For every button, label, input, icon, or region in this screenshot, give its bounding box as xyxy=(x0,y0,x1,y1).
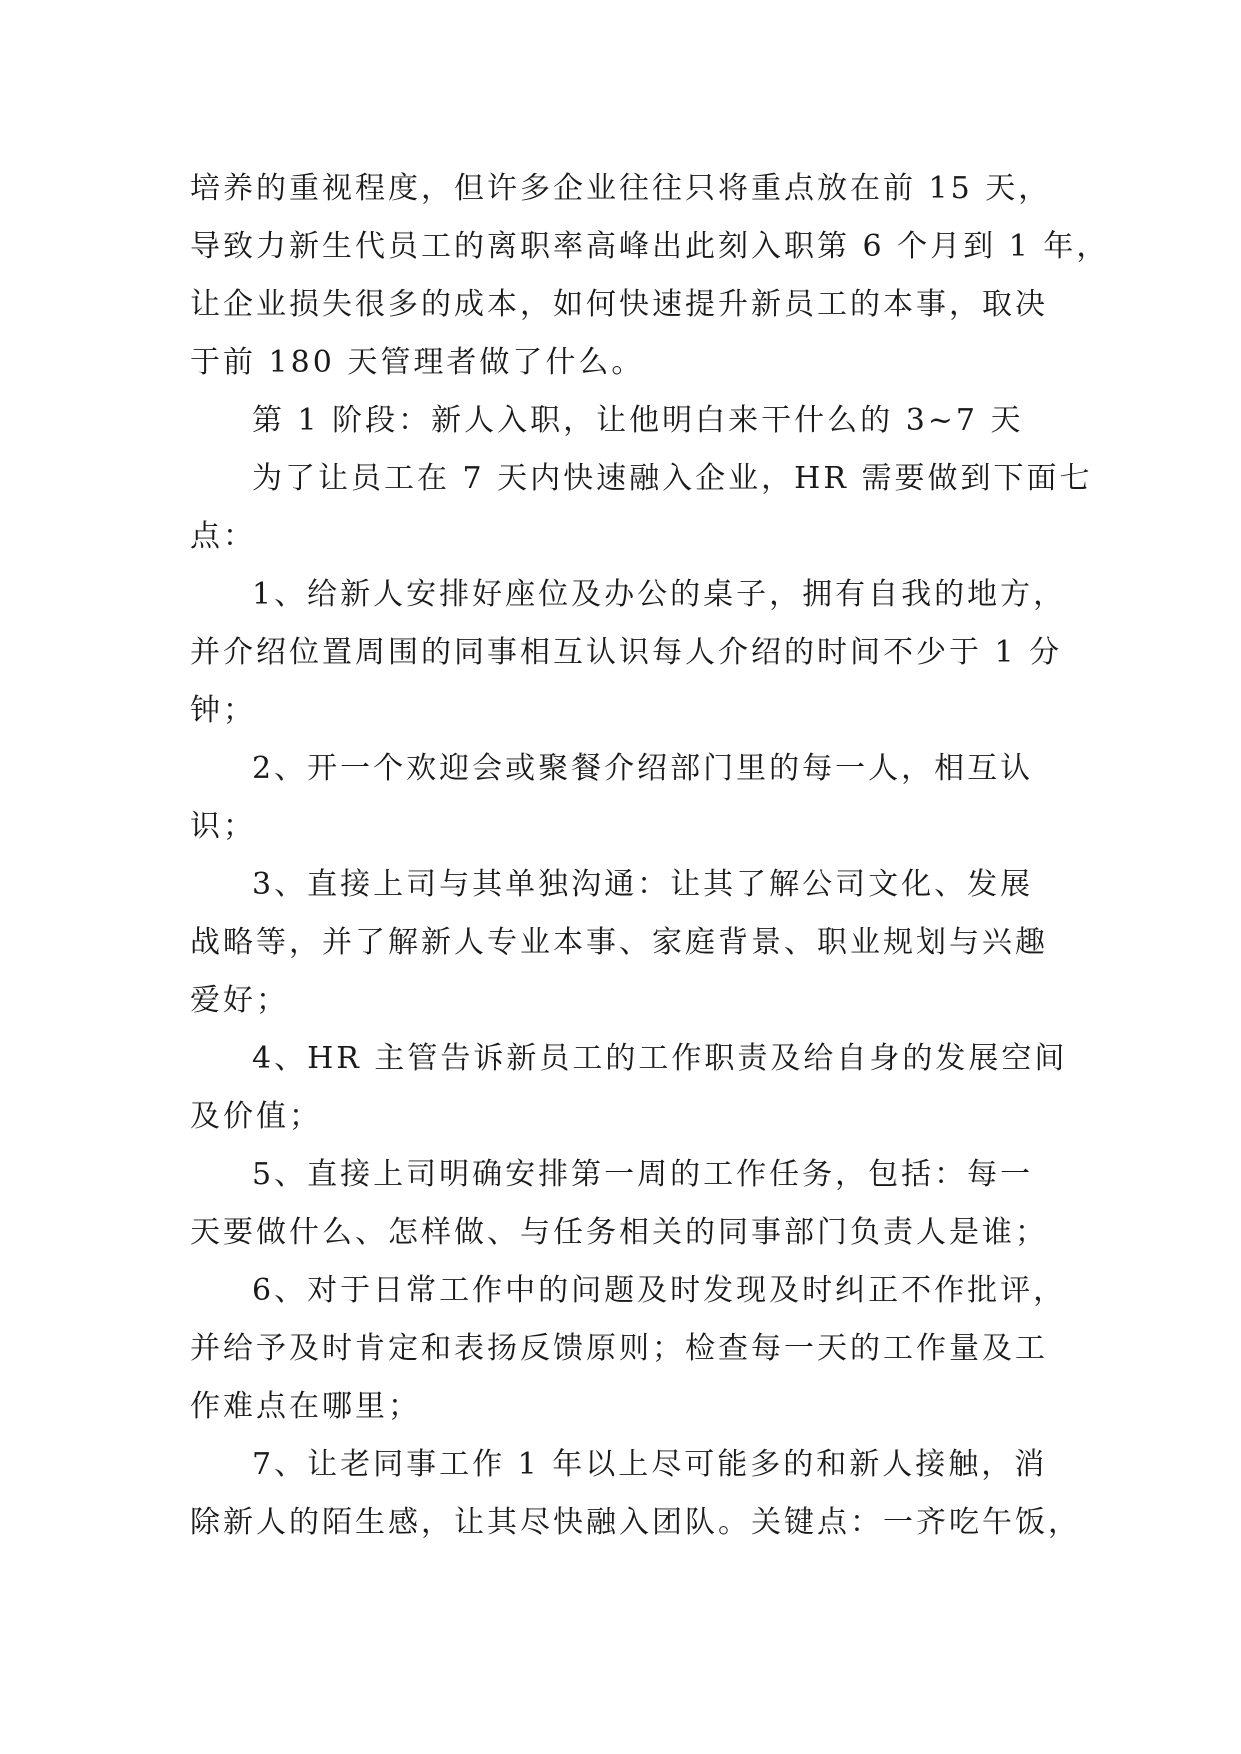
text-line: 并介绍位置周围的同事相互认识每人介绍的时间不少于 1 分 xyxy=(190,635,1063,670)
text-line: 作难点在哪里； xyxy=(190,1389,421,1424)
text-line: 培养的重视程度，但许多企业往往只将重点放在前 15 天， xyxy=(190,171,1052,206)
text-line: 于前 180 天管理者做了什么。 xyxy=(190,345,645,380)
list-item-2: 2、开一个欢迎会或聚餐介绍部门里的每一人，相互认 xyxy=(252,751,1034,786)
text-line: 及价值； xyxy=(190,1099,322,1134)
text-line: 除新人的陌生感，让其尽快融入团队。关键点：一齐吃午饭， xyxy=(190,1505,1081,1540)
list-item-1: 1、给新人安排好座位及办公的桌子，拥有自我的地方， xyxy=(252,577,1067,612)
document-page xyxy=(190,160,1110,1552)
text-line: 战略等，并了解新人专业本事、家庭背景、职业规划与兴趣 xyxy=(190,925,1048,960)
text-line: 天要做什么、怎样做、与任务相关的同事部门负责人是谁； xyxy=(190,1215,1048,1250)
text-line: 点： xyxy=(190,519,256,554)
list-item-3: 3、直接上司与其单独沟通：让其了解公司文化、发展 xyxy=(252,867,1034,902)
section-heading: 第 1 阶段：新人入职，让他明白来干什么的 3~7 天 xyxy=(252,403,1024,438)
list-item-4: 4、HR 主管告诉新员工的工作职责及给自身的发展空间 xyxy=(252,1041,1068,1076)
text-line: 爱好； xyxy=(190,983,289,1018)
list-item-7: 7、让老同事工作 1 年以上尽可能多的和新人接触，消 xyxy=(252,1447,1048,1482)
text-line: 为了让员工在 7 天内快速融入企业，HR 需要做到下面七 xyxy=(252,461,1093,496)
text-line: 导致力新生代员工的离职率高峰出此刻入职第 6 个月到 1 年， xyxy=(190,229,1110,264)
text-line: 钟； xyxy=(190,693,256,728)
text-line: 让企业损失很多的成本，如何快速提升新员工的本事，取决 xyxy=(190,287,1048,322)
text-line: 并给予及时肯定和表扬反馈原则；检查每一天的工作量及工 xyxy=(190,1331,1048,1366)
text-line: 识； xyxy=(190,809,256,844)
list-item-5: 5、直接上司明确安排第一周的工作任务，包括：每一 xyxy=(252,1157,1034,1192)
list-item-6: 6、对于日常工作中的问题及时发现及时纠正不作批评， xyxy=(252,1273,1067,1308)
